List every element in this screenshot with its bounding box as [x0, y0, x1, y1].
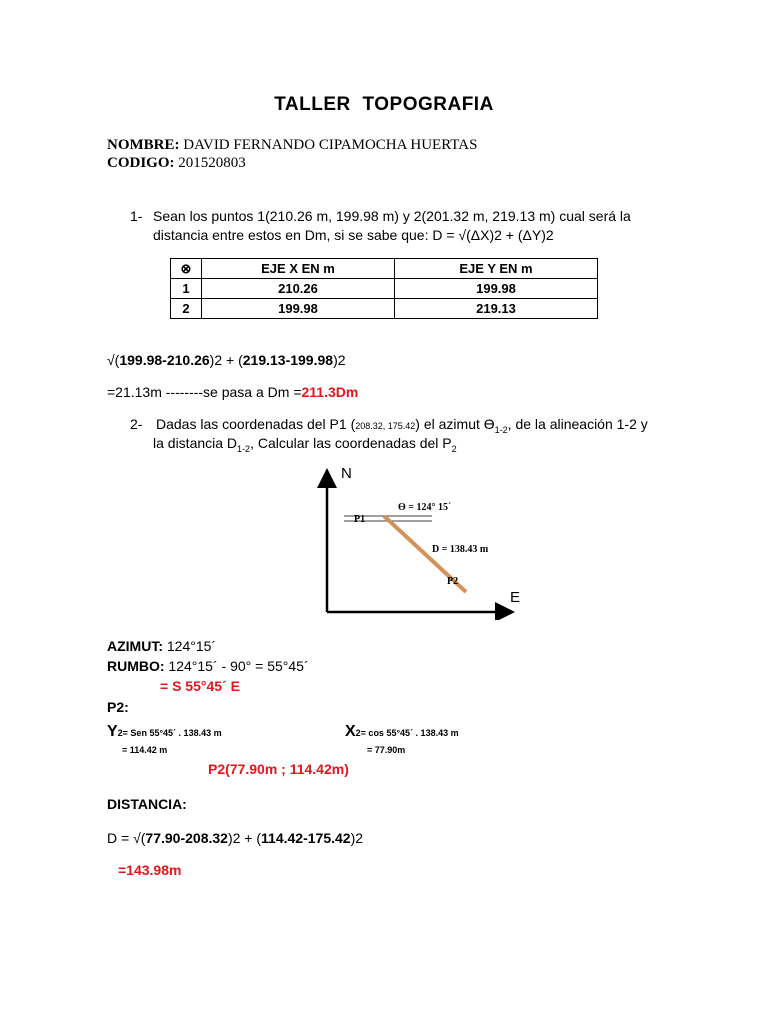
calc1-result	[107, 384, 358, 400]
calc1-term-a: 199.98-210.26	[119, 352, 210, 368]
table-row	[171, 279, 598, 299]
q2-sub: 1-2	[494, 424, 508, 435]
nombre-value: DAVID FERNANDO CIPAMOCHA HUERTAS	[183, 137, 478, 153]
q2-line1	[156, 416, 648, 435]
y2-expression: 2= Sen 55°45´ . 138.43 m	[117, 728, 222, 738]
y2-formula	[107, 723, 222, 741]
rumbo-value: 124°15´ - 90° = 55°45´	[164, 658, 309, 674]
nombre-label: NOMBRE:	[107, 137, 180, 153]
rumbo-line	[107, 658, 309, 674]
q2-line2	[153, 435, 457, 454]
y2-symbol: Y	[107, 723, 118, 740]
nombre-line	[107, 137, 477, 154]
d-end: )2	[350, 830, 364, 846]
q2-sub: 1-2	[237, 443, 251, 454]
calc1-end: )2	[333, 352, 346, 368]
q2-text: , de la alineación 1-2 y	[507, 416, 648, 432]
d-prefix: D = √(	[107, 830, 146, 846]
table-cell: 210.26	[202, 279, 395, 299]
d-term-a: 77.90-208.32	[145, 830, 228, 846]
q2-p1-coords: 208.32, 175.42	[355, 421, 416, 431]
distance-result: =143.98m	[118, 862, 182, 878]
q2-text: , Calcular las coordenadas del P	[250, 435, 452, 451]
rumbo-label: RUMBO:	[107, 658, 165, 674]
table-header-symbol: ⊗	[171, 259, 202, 279]
q2-sub: 2	[451, 443, 457, 454]
calc1-term-b: 219.13-199.98	[242, 352, 334, 368]
azimut-label: AZIMUT:	[107, 638, 163, 654]
q1-line2: distancia entre estos en Dm, si se sabe que: D = √(ΔX)2 + (ΔY)2	[153, 227, 554, 243]
x2-formula	[345, 723, 459, 741]
distance-label: D = 138.43 m	[432, 544, 489, 555]
q2-number: 2-	[130, 416, 143, 432]
q2-text: Dadas las coordenadas del P1 (	[156, 416, 356, 432]
q1-number: 1-	[130, 208, 143, 224]
north-label: N	[341, 465, 352, 482]
azimut-value: 124°15´	[163, 638, 217, 654]
d-mid: )2 + (	[227, 830, 262, 846]
codigo-line	[107, 155, 246, 172]
page-title: TALLER TOPOGRAFIA	[274, 94, 494, 115]
azimuth-diagram	[300, 460, 540, 620]
codigo-value: 201520803	[178, 155, 246, 171]
table-row	[171, 299, 598, 319]
p2-result: P2(77.90m ; 114.42m)	[208, 761, 349, 777]
codigo-label: CODIGO:	[107, 155, 175, 171]
distancia-label: DISTANCIA:	[107, 796, 187, 812]
coordinates-table	[170, 258, 598, 319]
p2-label: P2	[447, 576, 459, 587]
p1-label: P1	[354, 514, 366, 525]
calc1-mid: )2 + (	[209, 352, 243, 368]
q2-text: ) el azimut ϴ	[415, 416, 495, 432]
table-cell: 2	[171, 299, 202, 319]
x2-symbol: X	[345, 723, 356, 740]
calc1-formula	[107, 352, 346, 368]
theta-label: ϴ = 124° 15´	[398, 502, 452, 513]
table-cell: 199.98	[202, 299, 395, 319]
x2-expression: 2= cos 55°45´ . 138.43 m	[355, 728, 459, 738]
q1-line1: Sean los puntos 1(210.26 m, 199.98 m) y 2(201.32 m, 219.13 m) cual será la	[153, 208, 631, 224]
table-header-y: EJE Y EN m	[395, 259, 598, 279]
table-header-row	[171, 259, 598, 279]
q2-text: la distancia D	[153, 435, 238, 451]
d-term-b: 114.42-175.42	[261, 830, 351, 846]
table-header-x: EJE X EN m	[202, 259, 395, 279]
calc1-result-highlight: 211.3Dm	[301, 384, 359, 400]
x2-result: = 77.90m	[367, 745, 406, 755]
east-label: E	[510, 589, 521, 606]
table-cell: 219.13	[395, 299, 598, 319]
y2-result: = 114.42 m	[122, 745, 168, 755]
distance-formula	[107, 830, 363, 846]
table-cell: 199.98	[395, 279, 598, 299]
azimut-line	[107, 638, 216, 654]
table-cell: 1	[171, 279, 202, 299]
rumbo-result: = S 55°45´ E	[160, 678, 240, 694]
calc1-result-prefix: =21.13m --------se pasa a Dm =	[107, 384, 302, 400]
p2-label: P2:	[107, 699, 129, 715]
sqrt-symbol: √(	[107, 352, 120, 368]
